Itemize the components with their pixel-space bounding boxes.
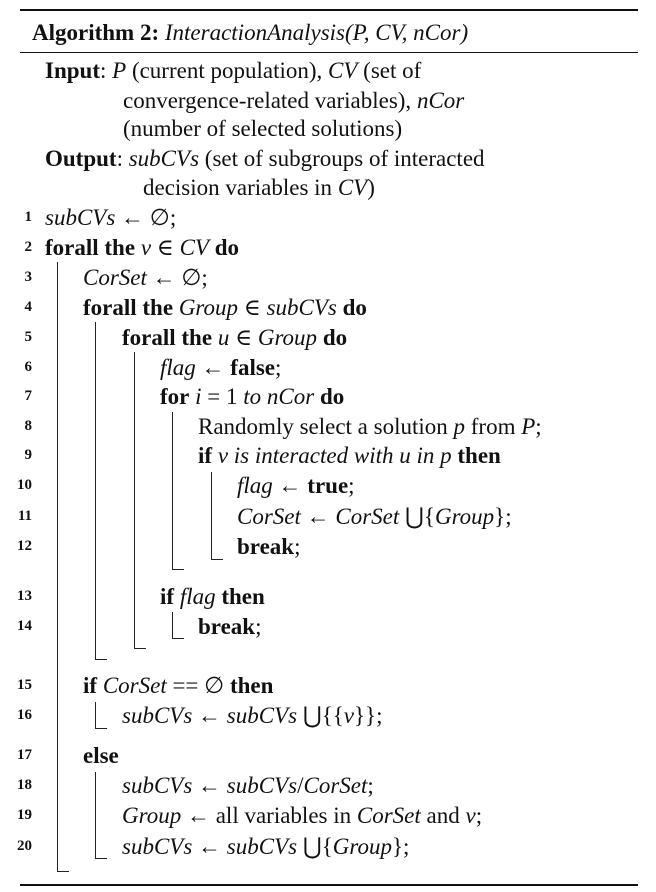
- algorithm-line: Group ← all variables in CorSet and v;: [122, 803, 483, 828]
- scope-bar-forall-v: [57, 262, 58, 872]
- algorithm-line: else: [83, 743, 119, 768]
- caption-rule: [20, 52, 638, 53]
- algorithm-line: CorSet ← ∅;: [83, 265, 208, 290]
- input-label: Input: [45, 58, 100, 83]
- scope-end-forall-v: [57, 871, 69, 872]
- algorithm-params: (P, CV, nCor): [345, 20, 469, 45]
- line-number: 4: [24, 299, 32, 315]
- line-number: 7: [24, 388, 32, 404]
- line-number: 10: [17, 477, 32, 493]
- line-number: 2: [24, 239, 32, 255]
- algorithm-line: subCVs ← subCVs/CorSet;: [122, 773, 374, 798]
- algorithm-line: for i = 1 to nCor do: [160, 384, 345, 409]
- scope-end-forall-u: [134, 648, 146, 649]
- top-rule: [20, 9, 638, 11]
- line-number: 13: [17, 588, 32, 604]
- line-number: 3: [24, 269, 32, 285]
- scope-end-else: [95, 858, 107, 859]
- line-number: 12: [17, 538, 32, 554]
- output-label: Output: [45, 146, 117, 171]
- algorithm-line: break;: [198, 614, 262, 639]
- scope-end-for-i: [172, 569, 184, 570]
- scope-bar-forall-u: [134, 352, 135, 649]
- line-number: 6: [24, 359, 32, 375]
- algorithm-line: subCVs ← subCVs ⋃{{v}};: [122, 703, 383, 728]
- line-number: 5: [24, 329, 32, 345]
- algorithm-line: CorSet ← CorSet ⋃{Group};: [237, 504, 512, 529]
- bottom-rule: [20, 884, 638, 886]
- scope-bar-forall-group: [95, 322, 96, 660]
- scope-bar-if-flag: [172, 612, 173, 639]
- algorithm-line: if v is interacted with u in p then: [198, 443, 501, 468]
- line-number: 16: [17, 707, 32, 723]
- algorithm-caption: [32, 20, 468, 46]
- algorithm-line: if CorSet == ∅ then: [83, 673, 274, 698]
- line-number: 19: [17, 807, 32, 823]
- algorithm-name: InteractionAnalysis: [164, 20, 346, 45]
- algorithm-line: forall the u ∈ Group do: [122, 325, 348, 350]
- line-number: 9: [24, 447, 32, 463]
- line-number: 11: [17, 508, 32, 524]
- input-line-1: Input: P (current population), CV (set of: [45, 58, 422, 83]
- line-number: 15: [17, 677, 32, 693]
- line-number: 20: [17, 838, 32, 854]
- scope-end-if-flag: [172, 638, 184, 639]
- line-number: 14: [17, 618, 32, 634]
- algorithm-line: if flag then: [160, 584, 265, 609]
- scope-end-if-corset: [95, 728, 107, 729]
- scope-end-forall-group: [95, 659, 107, 660]
- algorithm-line: Randomly select a solution p from P;: [198, 414, 542, 439]
- algorithm-line: subCVs ← subCVs ⋃{Group};: [122, 834, 410, 859]
- algorithm-line: flag ← true;: [237, 473, 355, 498]
- output-line-2: decision variables in CV): [143, 175, 375, 200]
- input-line-3: (number of selected solutions): [123, 116, 403, 141]
- scope-bar-for-i: [172, 412, 173, 570]
- algorithm-line: break;: [237, 534, 301, 559]
- output-line-1: Output: subCVs (set of subgroups of interacted: [45, 146, 485, 171]
- line-number: 8: [24, 418, 32, 434]
- input-line-2: convergence-related variables), nCor: [123, 88, 465, 113]
- algorithm-label: Algorithm 2:: [32, 20, 160, 45]
- scope-bar-else: [95, 772, 96, 859]
- line-number: 18: [17, 777, 32, 793]
- algorithm-line: subCVs ← ∅;: [45, 205, 177, 230]
- algorithm-line: forall the Group ∈ subCVs do: [83, 295, 367, 320]
- scope-bar-if-corset: [95, 702, 96, 729]
- line-number: 17: [17, 747, 32, 763]
- algorithm-line: flag ← false;: [160, 355, 282, 380]
- scope-end-if-interacted: [211, 559, 223, 560]
- algorithm-line: forall the v ∈ CV do: [45, 235, 239, 260]
- line-number: 1: [24, 209, 32, 225]
- scope-bar-if-interacted: [211, 472, 212, 560]
